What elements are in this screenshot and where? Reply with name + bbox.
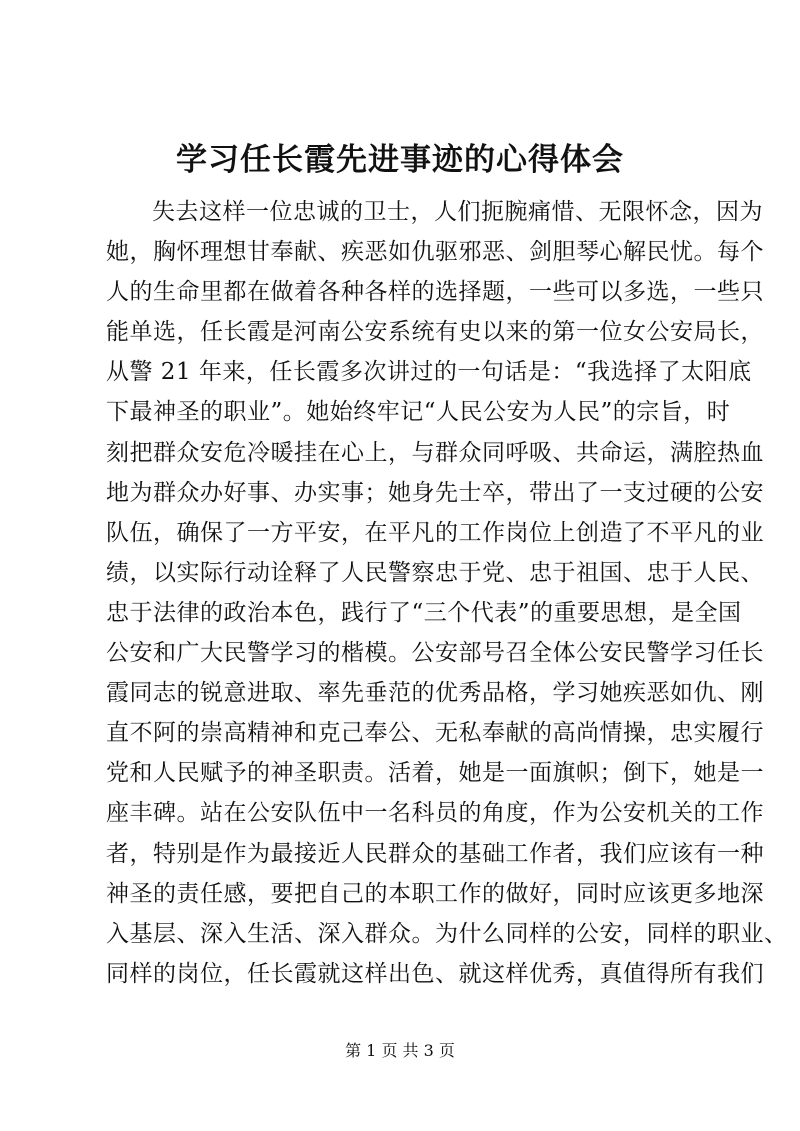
text-line: 入基层、深入生活、深入群众。为什么同样的公安，同样的职业、: [106, 920, 788, 947]
text-line: 人的生命里都在做着各种各样的选择题，一些可以多选，一些只: [106, 279, 764, 306]
text-line: 忠于法律的政治本色，践行了“三个代表”的重要思想，是全国: [106, 599, 742, 626]
text-line: 党和人民赋予的神圣职责。活着，她是一面旗帜；倒下，她是一: [106, 760, 764, 787]
text-line: 从警 21 年来，任长霞多次讲过的一句话是：“我选择了太阳底: [106, 359, 752, 386]
text-line: 神圣的责任感，要把自己的本职工作的做好，同时应该更多地深: [106, 880, 764, 907]
text-line: 座丰碑。站在公安队伍中一名科员的角度，作为公安机关的工作: [106, 800, 764, 827]
text-line: 刻把群众安危冷暖挂在心上，与群众同呼吸、共命运，满腔热血: [106, 439, 764, 466]
text-line: 霞同志的锐意进取、率先垂范的优秀品格，学习她疾恶如仇、刚: [106, 680, 764, 707]
text-line: 她，胸怀理想甘奉献、疾恶如仇驱邪恶、剑胆琴心解民忧。每个: [106, 239, 764, 266]
text-line: 能单选，任长霞是河南公安系统有史以来的第一位女公安局长，: [106, 319, 764, 346]
body-paragraph: [106, 192, 788, 994]
text-line: 下最神圣的职业”。她始终牢记“人民公安为人民”的宗旨，时: [106, 399, 731, 426]
text-line: 地为群众办好事、办实事；她身先士卒，带出了一支过硬的公安: [106, 479, 764, 506]
page-footer: 第 1 页 共 3 页: [345, 1041, 455, 1060]
text-line: 同样的岗位，任长霞就这样出色、就这样优秀，真值得所有我们: [106, 960, 764, 987]
text-line: 者，特别是作为最接近人民群众的基础工作者，我们应该有一种: [106, 840, 764, 867]
text-line: 绩，以实际行动诠释了人民警察忠于党、忠于祖国、忠于人民、: [106, 559, 764, 586]
text-line: 队伍，确保了一方平安，在平凡的工作岗位上创造了不平凡的业: [106, 519, 764, 546]
text-line: 公安和广大民警学习的楷模。公安部号召全体公安民警学习任长: [106, 640, 764, 667]
text-line: 直不阿的崇高精神和克己奉公、无私奉献的高尚情操，忠实履行: [106, 720, 764, 747]
document-title: 学习任长霞先进事迹的心得体会: [176, 142, 624, 178]
text-line: 失去这样一位忠诚的卫士，人们扼腕痛惜、无限怀念，因为: [152, 199, 763, 225]
